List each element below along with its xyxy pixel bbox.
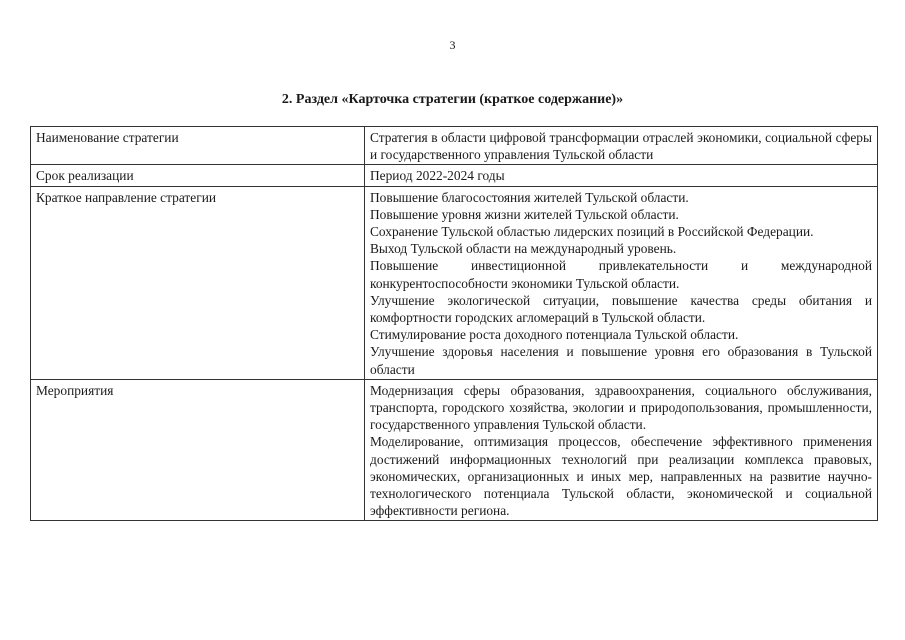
value-paragraph: Моделирование, оптимизация процессов, обеспечение эффективного применения достижений информационных технологий при реализации комплекса правовых, экономических, организационных и иных мер, направленных на развитие научно-технологического потенциала Тульской области, экономической и социальной эффективности региона. [370, 434, 872, 519]
value-paragraph: Повышение инвестиционной привлекательности и международной конкурентоспособности экономики Тульской области. [370, 258, 872, 291]
table-row-strategy-name [31, 127, 878, 165]
value-paragraph: Стимулирование роста доходного потенциала Тульской области. [370, 327, 739, 343]
table-row-strategy-direction [31, 186, 878, 379]
value-paragraph: Повышение благосостояния жителей Тульской области. [370, 189, 689, 205]
section-title: 2. Раздел «Карточка стратегии (краткое содержание)» [281, 92, 624, 107]
row-value [365, 379, 878, 521]
value-paragraph: Улучшение экологической ситуации, повышение качества среды обитания и комфортности городских агломераций в Тульской области. [370, 292, 872, 326]
row-label: Краткое направление стратегии [31, 186, 365, 379]
value-paragraph: Модернизация сферы образования, здравоохранения, социального обслуживания, транспорта, городского хозяйства, экологии и природопользования, промышленности, государственного управления Тульской области. [370, 382, 872, 433]
row-label: Наименование стратегии [31, 127, 365, 165]
row-label: Срок реализации [31, 165, 365, 186]
table-row-activities [31, 379, 878, 521]
value-paragraph: Период 2022-2024 годы [370, 168, 505, 184]
row-value [365, 127, 878, 165]
value-paragraph: Сохранение Тульской областью лидерских позиций в Российской Федерации. [370, 224, 814, 240]
value-paragraph: Выход Тульской области на международный уровень. [370, 241, 677, 257]
page-number: 3 [449, 38, 456, 52]
table-row-implementation-period [31, 165, 878, 186]
value-paragraph: Стратегия в области цифровой трансформации отраслей экономики, социальной сферы и государственного управления Тульской области [370, 130, 872, 163]
strategy-card-table [30, 126, 878, 521]
value-paragraph: Повышение уровня жизни жителей Тульской области. [370, 206, 679, 222]
row-label: Мероприятия [31, 379, 365, 521]
row-value [365, 165, 878, 186]
value-paragraph: Улучшение здоровья населения и повышение уровня его образования в Тульской области [370, 344, 872, 377]
row-value [365, 186, 878, 379]
